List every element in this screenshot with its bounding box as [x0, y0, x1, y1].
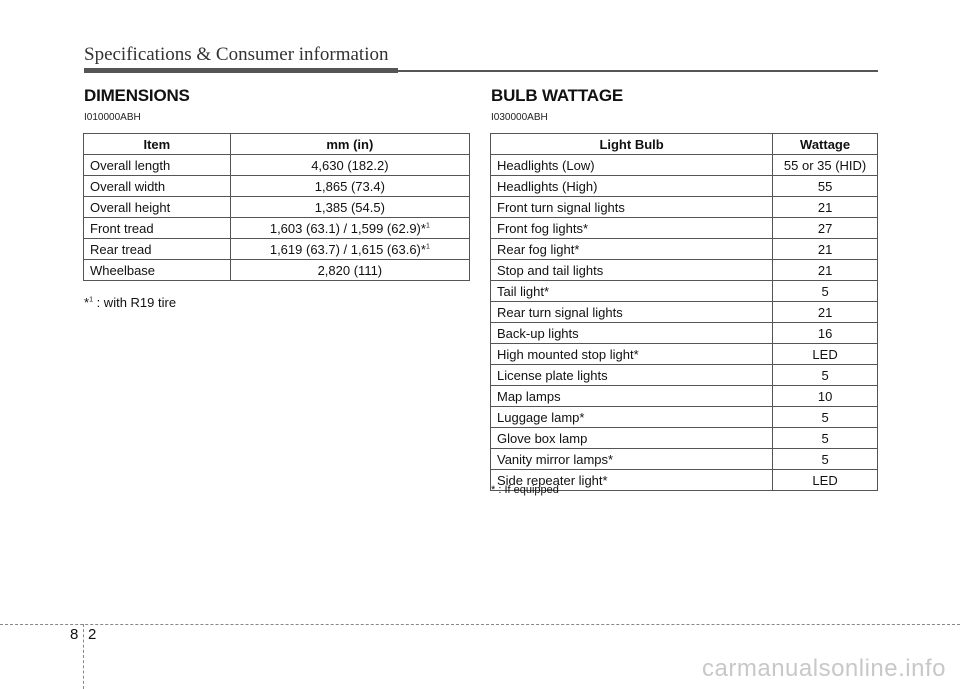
dimension-value: 1,385 (54.5)	[230, 197, 469, 218]
bulb-wattage: 21	[773, 302, 878, 323]
footnote-text: : with R19 tire	[92, 295, 177, 310]
dimension-value-text: 1,603 (63.1) / 1,599 (62.9)*	[269, 220, 426, 236]
dimension-value: 1,865 (73.4)	[230, 176, 469, 197]
bulb-wattage: 55	[773, 176, 878, 197]
dimension-value: 4,630 (182.2)	[230, 155, 469, 176]
bulb-wattage: 5	[773, 365, 878, 386]
page-header-title: Specifications & Consumer information	[84, 44, 389, 65]
bulb-name: Rear turn signal lights	[491, 302, 773, 323]
table-row	[491, 428, 878, 449]
footnote-marker: 1	[425, 243, 430, 251]
bulb-name: Vanity mirror lamps*	[491, 449, 773, 470]
bulb-name: Map lamps	[491, 386, 773, 407]
table-row	[491, 323, 878, 344]
bulb-name: Rear fog light*	[491, 239, 773, 260]
bulb-wattage: 21	[773, 197, 878, 218]
bulb-wattage: 5	[773, 407, 878, 428]
table-row	[491, 302, 878, 323]
bulb-wattage: 21	[773, 239, 878, 260]
bulb-name: License plate lights	[491, 365, 773, 386]
dimension-item: Overall length	[84, 155, 231, 176]
bulb-wattage: LED	[773, 344, 878, 365]
footer-vertical-rule	[83, 624, 84, 689]
bulb-footnote: * : If equipped	[491, 484, 559, 496]
table-header-row	[491, 134, 878, 155]
header-rule-thick	[84, 68, 398, 73]
table-row	[491, 281, 878, 302]
bulb-name: Tail light*	[491, 281, 773, 302]
table-row	[84, 176, 470, 197]
table-row	[491, 218, 878, 239]
bulb-name: Front fog lights*	[491, 218, 773, 239]
dimension-value: 2,820 (111)	[230, 260, 469, 281]
dimension-item: Front tread	[84, 218, 231, 239]
table-row	[84, 218, 470, 239]
table-row	[491, 176, 878, 197]
table-row	[84, 260, 470, 281]
dimension-item: Overall height	[84, 197, 231, 218]
table-row	[491, 344, 878, 365]
table-row	[491, 365, 878, 386]
table-row	[491, 449, 878, 470]
bulb-wattage: LED	[773, 470, 878, 491]
dimensions-table	[83, 133, 470, 281]
bulb-name: High mounted stop light*	[491, 344, 773, 365]
bulb-wattage-code: I030000ABH	[491, 112, 548, 123]
column-header-mm: mm (in)	[230, 134, 469, 155]
watermark-logo: carmanualsonline.info	[702, 655, 946, 682]
bulb-name: Side repeater light*	[491, 470, 773, 491]
column-header-item: Item	[84, 134, 231, 155]
bulb-wattage: 10	[773, 386, 878, 407]
bulb-name: Glove box lamp	[491, 428, 773, 449]
table-row	[84, 197, 470, 218]
dimension-value	[230, 239, 469, 260]
bulb-wattage: 16	[773, 323, 878, 344]
bulb-name: Headlights (High)	[491, 176, 773, 197]
footnote-sup: 1	[89, 296, 93, 304]
dimension-value	[230, 218, 469, 239]
bulb-wattage: 5	[773, 449, 878, 470]
bulb-wattage-table	[490, 133, 878, 491]
footer-rule	[0, 624, 960, 625]
page-number: 2	[88, 626, 97, 643]
dimension-item: Rear tread	[84, 239, 231, 260]
bulb-wattage: 5	[773, 428, 878, 449]
bulb-wattage: 5	[773, 281, 878, 302]
table-row	[491, 260, 878, 281]
column-header-light-bulb: Light Bulb	[491, 134, 773, 155]
dimensions-code: I010000ABH	[84, 112, 141, 123]
table-row	[491, 197, 878, 218]
table-row	[84, 155, 470, 176]
bulb-wattage: 27	[773, 218, 878, 239]
table-row	[491, 407, 878, 428]
bulb-name: Stop and tail lights	[491, 260, 773, 281]
bulb-name: Luggage lamp*	[491, 407, 773, 428]
dimensions-footnote	[84, 295, 176, 310]
bulb-wattage-title: BULB WATTAGE	[491, 86, 624, 105]
dimension-value-text: 1,619 (63.7) / 1,615 (63.6)*	[269, 241, 426, 257]
bulb-name: Front turn signal lights	[491, 197, 773, 218]
footnote-marker: 1	[425, 222, 430, 230]
dimension-item: Overall width	[84, 176, 231, 197]
table-row	[84, 239, 470, 260]
bulb-name: Headlights (Low)	[491, 155, 773, 176]
table-row	[491, 386, 878, 407]
bulb-name: Back-up lights	[491, 323, 773, 344]
table-row	[491, 155, 878, 176]
footnote-star: *	[84, 295, 90, 310]
header-rule-thin	[398, 70, 878, 72]
bulb-wattage: 55 or 35 (HID)	[773, 155, 878, 176]
dimensions-title: DIMENSIONS	[84, 86, 190, 105]
table-header-row	[84, 134, 470, 155]
bulb-wattage: 21	[773, 260, 878, 281]
chapter-number: 8	[70, 626, 79, 643]
column-header-wattage: Wattage	[773, 134, 878, 155]
table-row	[491, 239, 878, 260]
dimension-item: Wheelbase	[84, 260, 231, 281]
